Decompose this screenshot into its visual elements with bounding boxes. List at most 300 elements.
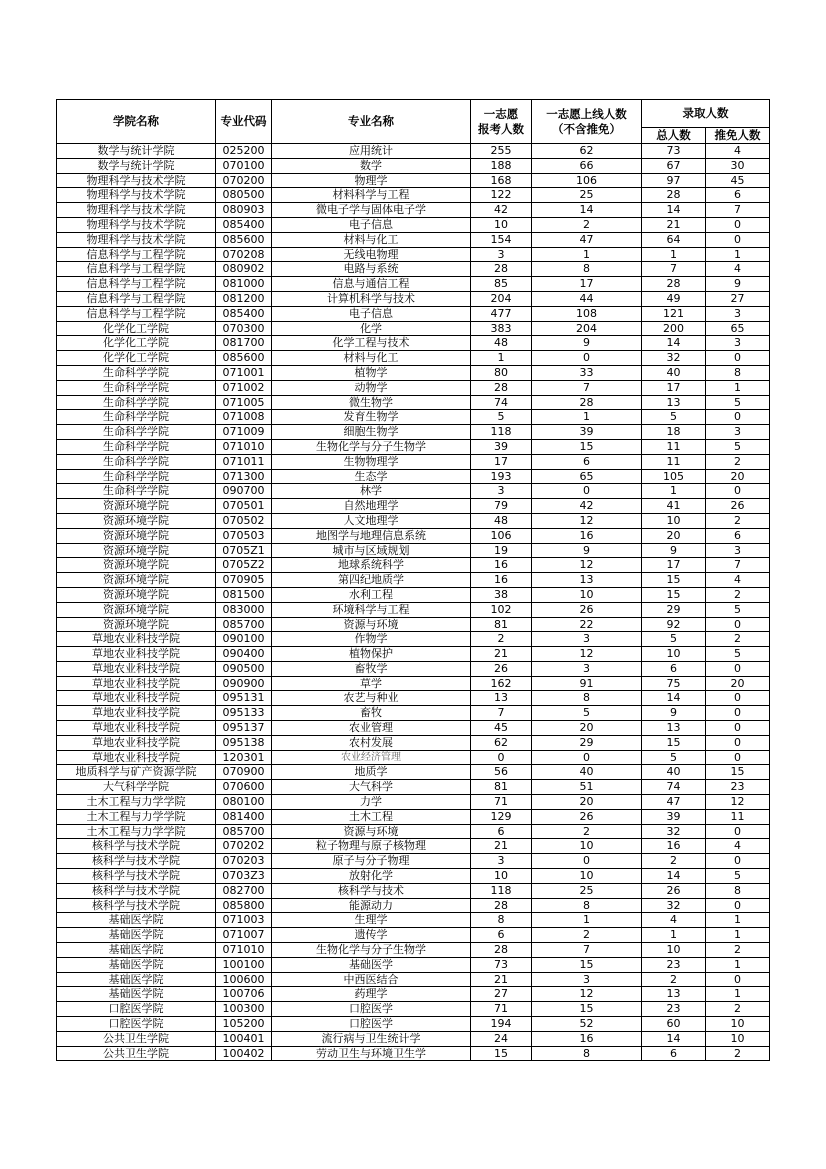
code-cell: 070200 — [216, 173, 272, 188]
qualified-cell: 29 — [532, 735, 642, 750]
table-row — [57, 203, 770, 218]
table-row — [57, 661, 770, 676]
table-row — [57, 232, 770, 247]
qualified-cell: 5 — [532, 706, 642, 721]
applicants-cell: 122 — [471, 188, 532, 203]
admitted-exempt-cell: 2 — [706, 1002, 770, 1017]
admitted-total-cell: 73 — [642, 144, 706, 159]
applicants-cell: 2 — [471, 632, 532, 647]
admitted-total-cell: 60 — [642, 1017, 706, 1032]
table-row — [57, 943, 770, 958]
code-cell: 090900 — [216, 676, 272, 691]
college-cell: 资源环境学院 — [57, 499, 216, 514]
admitted-exempt-cell: 0 — [706, 972, 770, 987]
college-cell: 信息科学与工程学院 — [57, 247, 216, 262]
applicants-cell: 477 — [471, 306, 532, 321]
code-cell: 100600 — [216, 972, 272, 987]
code-cell: 095131 — [216, 691, 272, 706]
applicants-cell: 10 — [471, 869, 532, 884]
qualified-cell: 13 — [532, 573, 642, 588]
admitted-total-cell: 6 — [642, 661, 706, 676]
table-row — [57, 765, 770, 780]
college-cell: 草地农业科技学院 — [57, 706, 216, 721]
table-row — [57, 1017, 770, 1032]
qualified-cell: 25 — [532, 883, 642, 898]
major-cell: 粒子物理与原子核物理 — [272, 839, 471, 854]
applicants-cell: 28 — [471, 380, 532, 395]
admitted-exempt-cell: 6 — [706, 528, 770, 543]
code-cell: 085700 — [216, 617, 272, 632]
college-cell: 资源环境学院 — [57, 587, 216, 602]
qualified-cell: 8 — [532, 898, 642, 913]
major-cell: 放射化学 — [272, 869, 471, 884]
table-row — [57, 587, 770, 602]
college-cell: 物理科学与技术学院 — [57, 188, 216, 203]
applicants-cell: 28 — [471, 943, 532, 958]
college-cell: 公共卫生学院 — [57, 1046, 216, 1061]
header-admitted-exempt: 推免人数 — [706, 128, 770, 144]
code-cell: 100300 — [216, 1002, 272, 1017]
major-cell: 微生物学 — [272, 395, 471, 410]
code-cell: 070208 — [216, 247, 272, 262]
qualified-cell: 2 — [532, 928, 642, 943]
admitted-exempt-cell: 11 — [706, 809, 770, 824]
qualified-cell: 108 — [532, 306, 642, 321]
code-cell: 085600 — [216, 351, 272, 366]
code-cell: 090700 — [216, 484, 272, 499]
table-row — [57, 750, 770, 765]
college-cell: 物理科学与技术学院 — [57, 232, 216, 247]
code-cell: 070600 — [216, 780, 272, 795]
admitted-total-cell: 23 — [642, 957, 706, 972]
table-row — [57, 380, 770, 395]
major-cell: 电子信息 — [272, 306, 471, 321]
admitted-exempt-cell: 0 — [706, 898, 770, 913]
applicants-cell: 21 — [471, 839, 532, 854]
header-admitted-group: 录取人数 — [642, 100, 770, 128]
college-cell: 核科学与技术学院 — [57, 869, 216, 884]
major-cell: 畜牧学 — [272, 661, 471, 676]
code-cell: 085400 — [216, 217, 272, 232]
major-cell: 无线电物理 — [272, 247, 471, 262]
major-cell: 数学 — [272, 158, 471, 173]
college-cell: 资源环境学院 — [57, 602, 216, 617]
admitted-total-cell: 32 — [642, 824, 706, 839]
admitted-exempt-cell: 4 — [706, 144, 770, 159]
admitted-exempt-cell: 1 — [706, 957, 770, 972]
applicants-cell: 0 — [471, 750, 532, 765]
qualified-cell: 8 — [532, 262, 642, 277]
code-cell: 081000 — [216, 277, 272, 292]
major-cell: 地质学 — [272, 765, 471, 780]
qualified-cell: 3 — [532, 632, 642, 647]
qualified-cell: 66 — [532, 158, 642, 173]
qualified-cell: 51 — [532, 780, 642, 795]
qualified-cell: 8 — [532, 691, 642, 706]
college-cell: 基础医学院 — [57, 928, 216, 943]
admitted-total-cell: 20 — [642, 528, 706, 543]
code-cell: 025200 — [216, 144, 272, 159]
admitted-exempt-cell: 0 — [706, 854, 770, 869]
major-cell: 应用统计 — [272, 144, 471, 159]
table-row — [57, 854, 770, 869]
qualified-cell: 26 — [532, 809, 642, 824]
major-cell: 生物物理学 — [272, 454, 471, 469]
major-cell: 资源与环境 — [272, 824, 471, 839]
admitted-exempt-cell: 4 — [706, 262, 770, 277]
code-cell: 070202 — [216, 839, 272, 854]
major-cell: 农业经济管理 — [272, 750, 471, 765]
qualified-cell: 33 — [532, 365, 642, 380]
college-cell: 生命科学学院 — [57, 454, 216, 469]
major-cell: 计算机科学与技术 — [272, 291, 471, 306]
qualified-cell: 12 — [532, 513, 642, 528]
admitted-total-cell: 15 — [642, 735, 706, 750]
admitted-exempt-cell: 8 — [706, 883, 770, 898]
major-cell: 第四纪地质学 — [272, 573, 471, 588]
qualified-cell: 16 — [532, 1031, 642, 1046]
major-cell: 自然地理学 — [272, 499, 471, 514]
table-row — [57, 173, 770, 188]
admitted-total-cell: 13 — [642, 721, 706, 736]
table-row — [57, 691, 770, 706]
qualified-cell: 91 — [532, 676, 642, 691]
admitted-total-cell: 23 — [642, 1002, 706, 1017]
admitted-exempt-cell: 0 — [706, 617, 770, 632]
major-cell: 流行病与卫生统计学 — [272, 1031, 471, 1046]
admitted-exempt-cell: 1 — [706, 987, 770, 1002]
applicants-cell: 204 — [471, 291, 532, 306]
qualified-cell: 62 — [532, 144, 642, 159]
college-cell: 草地农业科技学院 — [57, 691, 216, 706]
major-cell: 电子信息 — [272, 217, 471, 232]
code-cell: 080100 — [216, 795, 272, 810]
admitted-total-cell: 2 — [642, 972, 706, 987]
code-cell: 070203 — [216, 854, 272, 869]
college-cell: 生命科学学院 — [57, 365, 216, 380]
college-cell: 信息科学与工程学院 — [57, 262, 216, 277]
admitted-total-cell: 64 — [642, 232, 706, 247]
applicants-cell: 48 — [471, 513, 532, 528]
code-cell: 105200 — [216, 1017, 272, 1032]
admitted-total-cell: 32 — [642, 351, 706, 366]
admitted-total-cell: 28 — [642, 188, 706, 203]
header-applicants: 一志愿 报考人数 — [471, 100, 532, 144]
code-cell: 081200 — [216, 291, 272, 306]
college-cell: 资源环境学院 — [57, 573, 216, 588]
major-cell: 力学 — [272, 795, 471, 810]
code-cell: 100100 — [216, 957, 272, 972]
code-cell: 070100 — [216, 158, 272, 173]
college-cell: 口腔医学院 — [57, 1002, 216, 1017]
table-row — [57, 869, 770, 884]
admitted-total-cell: 14 — [642, 1031, 706, 1046]
admitted-total-cell: 29 — [642, 602, 706, 617]
table-row — [57, 291, 770, 306]
qualified-cell: 3 — [532, 661, 642, 676]
table-row — [57, 839, 770, 854]
admitted-total-cell: 11 — [642, 454, 706, 469]
admitted-exempt-cell: 2 — [706, 454, 770, 469]
admitted-total-cell: 32 — [642, 898, 706, 913]
table-row — [57, 676, 770, 691]
admitted-total-cell: 97 — [642, 173, 706, 188]
admitted-total-cell: 17 — [642, 380, 706, 395]
admitted-total-cell: 92 — [642, 617, 706, 632]
qualified-cell: 12 — [532, 987, 642, 1002]
college-cell: 生命科学学院 — [57, 380, 216, 395]
applicants-cell: 17 — [471, 454, 532, 469]
college-cell: 资源环境学院 — [57, 528, 216, 543]
college-cell: 信息科学与工程学院 — [57, 277, 216, 292]
qualified-cell: 1 — [532, 913, 642, 928]
table-row — [57, 558, 770, 573]
applicants-cell: 56 — [471, 765, 532, 780]
admitted-exempt-cell: 6 — [706, 188, 770, 203]
admitted-exempt-cell: 0 — [706, 706, 770, 721]
applicants-cell: 106 — [471, 528, 532, 543]
major-cell: 生理学 — [272, 913, 471, 928]
admitted-exempt-cell: 2 — [706, 943, 770, 958]
applicants-cell: 28 — [471, 898, 532, 913]
table-row — [57, 824, 770, 839]
college-cell: 资源环境学院 — [57, 513, 216, 528]
table-row — [57, 543, 770, 558]
qualified-cell: 28 — [532, 395, 642, 410]
qualified-cell: 52 — [532, 1017, 642, 1032]
qualified-cell: 39 — [532, 425, 642, 440]
qualified-cell: 42 — [532, 499, 642, 514]
major-cell: 地图学与地理信息系统 — [272, 528, 471, 543]
code-cell: 070503 — [216, 528, 272, 543]
table-row — [57, 795, 770, 810]
table-row — [57, 632, 770, 647]
major-cell: 资源与环境 — [272, 617, 471, 632]
admitted-total-cell: 5 — [642, 750, 706, 765]
table-row — [57, 336, 770, 351]
table-row — [57, 809, 770, 824]
table-row — [57, 484, 770, 499]
major-cell: 发育生物学 — [272, 410, 471, 425]
college-cell: 化学化工学院 — [57, 336, 216, 351]
admitted-total-cell: 21 — [642, 217, 706, 232]
admitted-exempt-cell: 3 — [706, 543, 770, 558]
qualified-cell: 15 — [532, 957, 642, 972]
admitted-exempt-cell: 9 — [706, 277, 770, 292]
major-cell: 化学 — [272, 321, 471, 336]
admitted-total-cell: 9 — [642, 543, 706, 558]
applicants-cell: 7 — [471, 706, 532, 721]
admitted-total-cell: 5 — [642, 632, 706, 647]
admitted-total-cell: 7 — [642, 262, 706, 277]
table-row — [57, 647, 770, 662]
code-cell: 081500 — [216, 587, 272, 602]
qualified-cell: 10 — [532, 587, 642, 602]
applicants-cell: 81 — [471, 617, 532, 632]
college-cell: 生命科学学院 — [57, 439, 216, 454]
admitted-total-cell: 10 — [642, 513, 706, 528]
admitted-exempt-cell: 0 — [706, 691, 770, 706]
header-code: 专业代码 — [216, 100, 272, 144]
admitted-exempt-cell: 15 — [706, 765, 770, 780]
admitted-exempt-cell: 1 — [706, 928, 770, 943]
applicants-cell: 129 — [471, 809, 532, 824]
college-cell: 生命科学学院 — [57, 469, 216, 484]
qualified-cell: 25 — [532, 188, 642, 203]
qualified-cell: 26 — [532, 602, 642, 617]
applicants-cell: 194 — [471, 1017, 532, 1032]
table-row — [57, 1002, 770, 1017]
major-cell: 农艺与种业 — [272, 691, 471, 706]
admitted-total-cell: 49 — [642, 291, 706, 306]
code-cell: 083000 — [216, 602, 272, 617]
applicants-cell: 1 — [471, 351, 532, 366]
table-row — [57, 898, 770, 913]
applicants-cell: 80 — [471, 365, 532, 380]
admitted-exempt-cell: 26 — [706, 499, 770, 514]
admitted-exempt-cell: 0 — [706, 351, 770, 366]
code-cell: 085600 — [216, 232, 272, 247]
admitted-exempt-cell: 4 — [706, 573, 770, 588]
admitted-total-cell: 41 — [642, 499, 706, 514]
code-cell: 100402 — [216, 1046, 272, 1061]
college-cell: 化学化工学院 — [57, 321, 216, 336]
code-cell: 081700 — [216, 336, 272, 351]
table-row — [57, 780, 770, 795]
admitted-total-cell: 67 — [642, 158, 706, 173]
code-cell: 071005 — [216, 395, 272, 410]
applicants-cell: 10 — [471, 217, 532, 232]
code-cell: 071300 — [216, 469, 272, 484]
qualified-cell: 22 — [532, 617, 642, 632]
code-cell: 085700 — [216, 824, 272, 839]
admitted-exempt-cell: 0 — [706, 721, 770, 736]
admitted-exempt-cell: 3 — [706, 425, 770, 440]
major-cell: 化学工程与技术 — [272, 336, 471, 351]
admitted-exempt-cell: 30 — [706, 158, 770, 173]
qualified-cell: 1 — [532, 247, 642, 262]
major-cell: 水利工程 — [272, 587, 471, 602]
admitted-total-cell: 121 — [642, 306, 706, 321]
table-row — [57, 928, 770, 943]
admitted-exempt-cell: 3 — [706, 306, 770, 321]
admitted-exempt-cell: 3 — [706, 336, 770, 351]
admitted-total-cell: 13 — [642, 395, 706, 410]
applicants-cell: 16 — [471, 558, 532, 573]
applicants-cell: 21 — [471, 972, 532, 987]
major-cell: 材料科学与工程 — [272, 188, 471, 203]
qualified-cell: 3 — [532, 972, 642, 987]
table-row — [57, 439, 770, 454]
admitted-exempt-cell: 5 — [706, 439, 770, 454]
qualified-cell: 20 — [532, 795, 642, 810]
applicants-cell: 21 — [471, 647, 532, 662]
admitted-total-cell: 4 — [642, 913, 706, 928]
college-cell: 生命科学学院 — [57, 395, 216, 410]
admitted-exempt-cell: 0 — [706, 410, 770, 425]
code-cell: 120301 — [216, 750, 272, 765]
applicants-cell: 27 — [471, 987, 532, 1002]
admitted-total-cell: 40 — [642, 365, 706, 380]
admitted-total-cell: 74 — [642, 780, 706, 795]
table-row — [57, 158, 770, 173]
college-cell: 核科学与技术学院 — [57, 839, 216, 854]
college-cell: 基础医学院 — [57, 972, 216, 987]
college-cell: 土木工程与力学学院 — [57, 824, 216, 839]
table-row — [57, 1046, 770, 1061]
admitted-total-cell: 18 — [642, 425, 706, 440]
code-cell: 080902 — [216, 262, 272, 277]
major-cell: 劳动卫生与环境卫生学 — [272, 1046, 471, 1061]
qualified-cell: 204 — [532, 321, 642, 336]
qualified-cell: 12 — [532, 558, 642, 573]
code-cell: 100706 — [216, 987, 272, 1002]
admitted-total-cell: 1 — [642, 484, 706, 499]
admitted-exempt-cell: 0 — [706, 217, 770, 232]
major-cell: 口腔医学 — [272, 1002, 471, 1017]
qualified-cell: 16 — [532, 528, 642, 543]
major-cell: 遗传学 — [272, 928, 471, 943]
admitted-total-cell: 14 — [642, 336, 706, 351]
qualified-cell: 0 — [532, 854, 642, 869]
college-cell: 核科学与技术学院 — [57, 898, 216, 913]
admitted-total-cell: 15 — [642, 573, 706, 588]
admitted-total-cell: 75 — [642, 676, 706, 691]
major-cell: 农业管理 — [272, 721, 471, 736]
admitted-total-cell: 11 — [642, 439, 706, 454]
header-major: 专业名称 — [272, 100, 471, 144]
admitted-total-cell: 2 — [642, 854, 706, 869]
admitted-exempt-cell: 0 — [706, 232, 770, 247]
college-cell: 物理科学与技术学院 — [57, 203, 216, 218]
major-cell: 微电子学与固体电子学 — [272, 203, 471, 218]
table-row — [57, 395, 770, 410]
college-cell: 基础医学院 — [57, 957, 216, 972]
major-cell: 植物学 — [272, 365, 471, 380]
table-row — [57, 365, 770, 380]
table-row — [57, 247, 770, 262]
admitted-total-cell: 14 — [642, 203, 706, 218]
admitted-exempt-cell: 2 — [706, 1046, 770, 1061]
qualified-cell: 10 — [532, 869, 642, 884]
college-cell: 基础医学院 — [57, 943, 216, 958]
major-cell: 电路与系统 — [272, 262, 471, 277]
table-row — [57, 513, 770, 528]
admitted-exempt-cell: 27 — [706, 291, 770, 306]
college-cell: 生命科学学院 — [57, 484, 216, 499]
qualified-cell: 1 — [532, 410, 642, 425]
applicants-cell: 168 — [471, 173, 532, 188]
major-cell: 口腔医学 — [272, 1017, 471, 1032]
major-cell: 原子与分子物理 — [272, 854, 471, 869]
applicants-cell: 39 — [471, 439, 532, 454]
applicants-cell: 3 — [471, 854, 532, 869]
qualified-cell: 17 — [532, 277, 642, 292]
college-cell: 口腔医学院 — [57, 1017, 216, 1032]
major-cell: 作物学 — [272, 632, 471, 647]
qualified-cell: 15 — [532, 439, 642, 454]
code-cell: 095138 — [216, 735, 272, 750]
applicants-cell: 3 — [471, 484, 532, 499]
college-cell: 数学与统计学院 — [57, 144, 216, 159]
major-cell: 信息与通信工程 — [272, 277, 471, 292]
table-row — [57, 957, 770, 972]
college-cell: 基础医学院 — [57, 913, 216, 928]
admitted-total-cell: 6 — [642, 1046, 706, 1061]
applicants-cell: 6 — [471, 928, 532, 943]
qualified-cell: 7 — [532, 943, 642, 958]
header-college: 学院名称 — [57, 100, 216, 144]
